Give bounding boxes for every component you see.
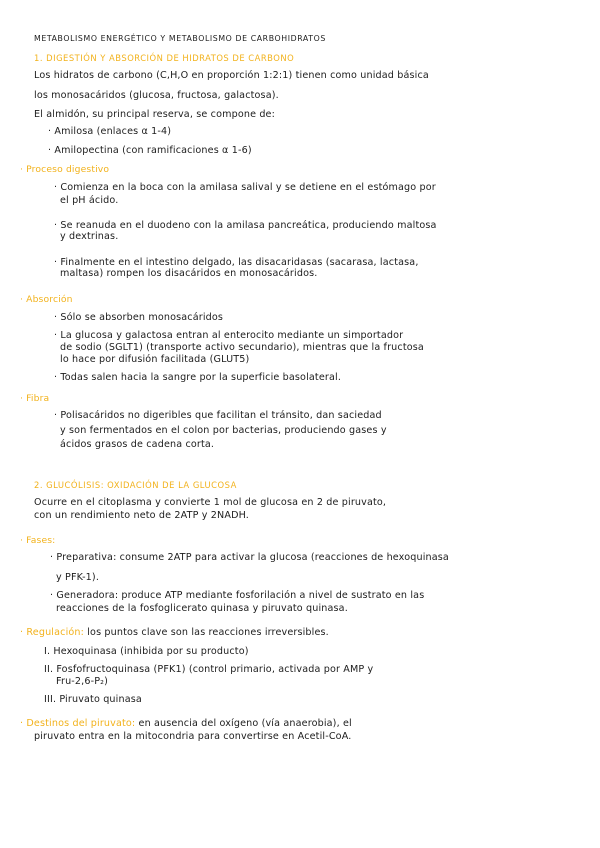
destinos-text: en ausencia del oxígeno (vía anaerobia), el <box>138 718 352 729</box>
subheading-proceso-digestivo: · Proceso digestivo <box>20 164 110 175</box>
destinos-text-line: piruvato entra en la mitocondria para convertirse en Acetil-CoA. <box>34 731 352 742</box>
regulacion-text: los puntos clave son las reacciones irreversibles. <box>87 627 329 638</box>
regulacion-item-line: II. Fosfofructoquinasa (PFK1) (control primario, activada por AMP y <box>44 664 374 675</box>
fases-item-line: · Preparativa: consume 2ATP para activar la glucosa (reacciones de hexoquinasa <box>50 552 449 563</box>
fases-item-line: · Generadora: produce ATP mediante fosforilación a nivel de sustrato en las <box>50 590 425 601</box>
bullet-amilosa: · Amilosa (enlaces α 1-4) <box>48 126 172 137</box>
absorcion-item-line: · Todas salen hacia la sangre por la superficie basolateral. <box>54 372 342 383</box>
subheading-absorcion: · Absorción <box>20 294 73 305</box>
section-2-heading: 2. GLUCÓLISIS: OXIDACIÓN DE LA GLUCOSA <box>34 480 237 490</box>
absorcion-item-line: · La glucosa y galactosa entran al enterocito mediante un simportador <box>54 330 404 341</box>
subheading-regulacion: · Regulación: <box>20 627 85 638</box>
absorcion-item-line: · Sólo se absorben monosacáridos <box>54 312 224 323</box>
subheading-fases: · Fases: <box>20 535 56 546</box>
proceso-item-line: · Comienza en la boca con la amilasa salival y se detiene en el estómago por <box>54 182 436 193</box>
subheading-destinos-piruvato: · Destinos del piruvato: <box>20 718 136 729</box>
fibra-item-line: ácidos grasos de cadena corta. <box>60 439 215 450</box>
fases-item-line: reacciones de la fosfoglicerato quinasa y piruvato quinasa. <box>56 603 348 614</box>
absorcion-item-line: lo hace por difusión facilitada (GLUT5) <box>60 354 250 365</box>
s1-paragraph-line: Los hidratos de carbono (C,H,O en proporción 1:2:1) tienen como unidad básica <box>34 70 429 81</box>
bullet-amilopectina: · Amilopectina (con ramificaciones α 1-6) <box>48 145 252 156</box>
fibra-item-line: · Polisacáridos no digeribles que facilitan el tránsito, dan saciedad <box>54 410 382 421</box>
document-title: METABOLISMO ENERGÉTICO Y METABOLISMO DE CARBOHIDRATOS <box>34 34 326 43</box>
section-1-heading: 1. DIGESTIÓN Y ABSORCIÓN DE HIDRATOS DE CARBONO <box>34 53 295 63</box>
regulacion-item-line: III. Piruvato quinasa <box>44 694 142 705</box>
s2-paragraph-line: Ocurre en el citoplasma y convierte 1 mol de glucosa en 2 de piruvato, <box>34 497 387 508</box>
regulacion-item-line: I. Hexoquinasa (inhibida por su producto) <box>44 646 249 657</box>
fibra-item-line: y son fermentados en el colon por bacterias, produciendo gases y <box>60 425 387 436</box>
s1-paragraph-line: El almidón, su principal reserva, se compone de: <box>34 109 275 120</box>
fases-item-line: y PFK-1). <box>56 572 100 583</box>
s2-paragraph-line: con un rendimiento neto de 2ATP y 2NADH. <box>34 510 250 521</box>
proceso-item-line: · Se reanuda en el duodeno con la amilasa pancreática, produciendo maltosa <box>54 220 437 231</box>
regulacion-line <box>20 627 329 639</box>
absorcion-item-line: de sodio (SGLT1) (transporte activo secundario), mientras que la fructosa <box>60 342 424 353</box>
subheading-fibra: · Fibra <box>20 393 50 404</box>
proceso-item-line: el pH ácido. <box>60 195 119 206</box>
destinos-line <box>20 718 352 730</box>
proceso-item-line: maltasa) rompen los disacáridos en monosacáridos. <box>60 268 318 279</box>
s1-paragraph-line: los monosacáridos (glucosa, fructosa, galactosa). <box>34 90 279 101</box>
proceso-item-line: y dextrinas. <box>60 231 119 242</box>
proceso-item-line: · Finalmente en el intestino delgado, las disacaridasas (sacarasa, lactasa, <box>54 257 419 268</box>
regulacion-item-line: Fru-2,6-P₂) <box>56 676 109 687</box>
